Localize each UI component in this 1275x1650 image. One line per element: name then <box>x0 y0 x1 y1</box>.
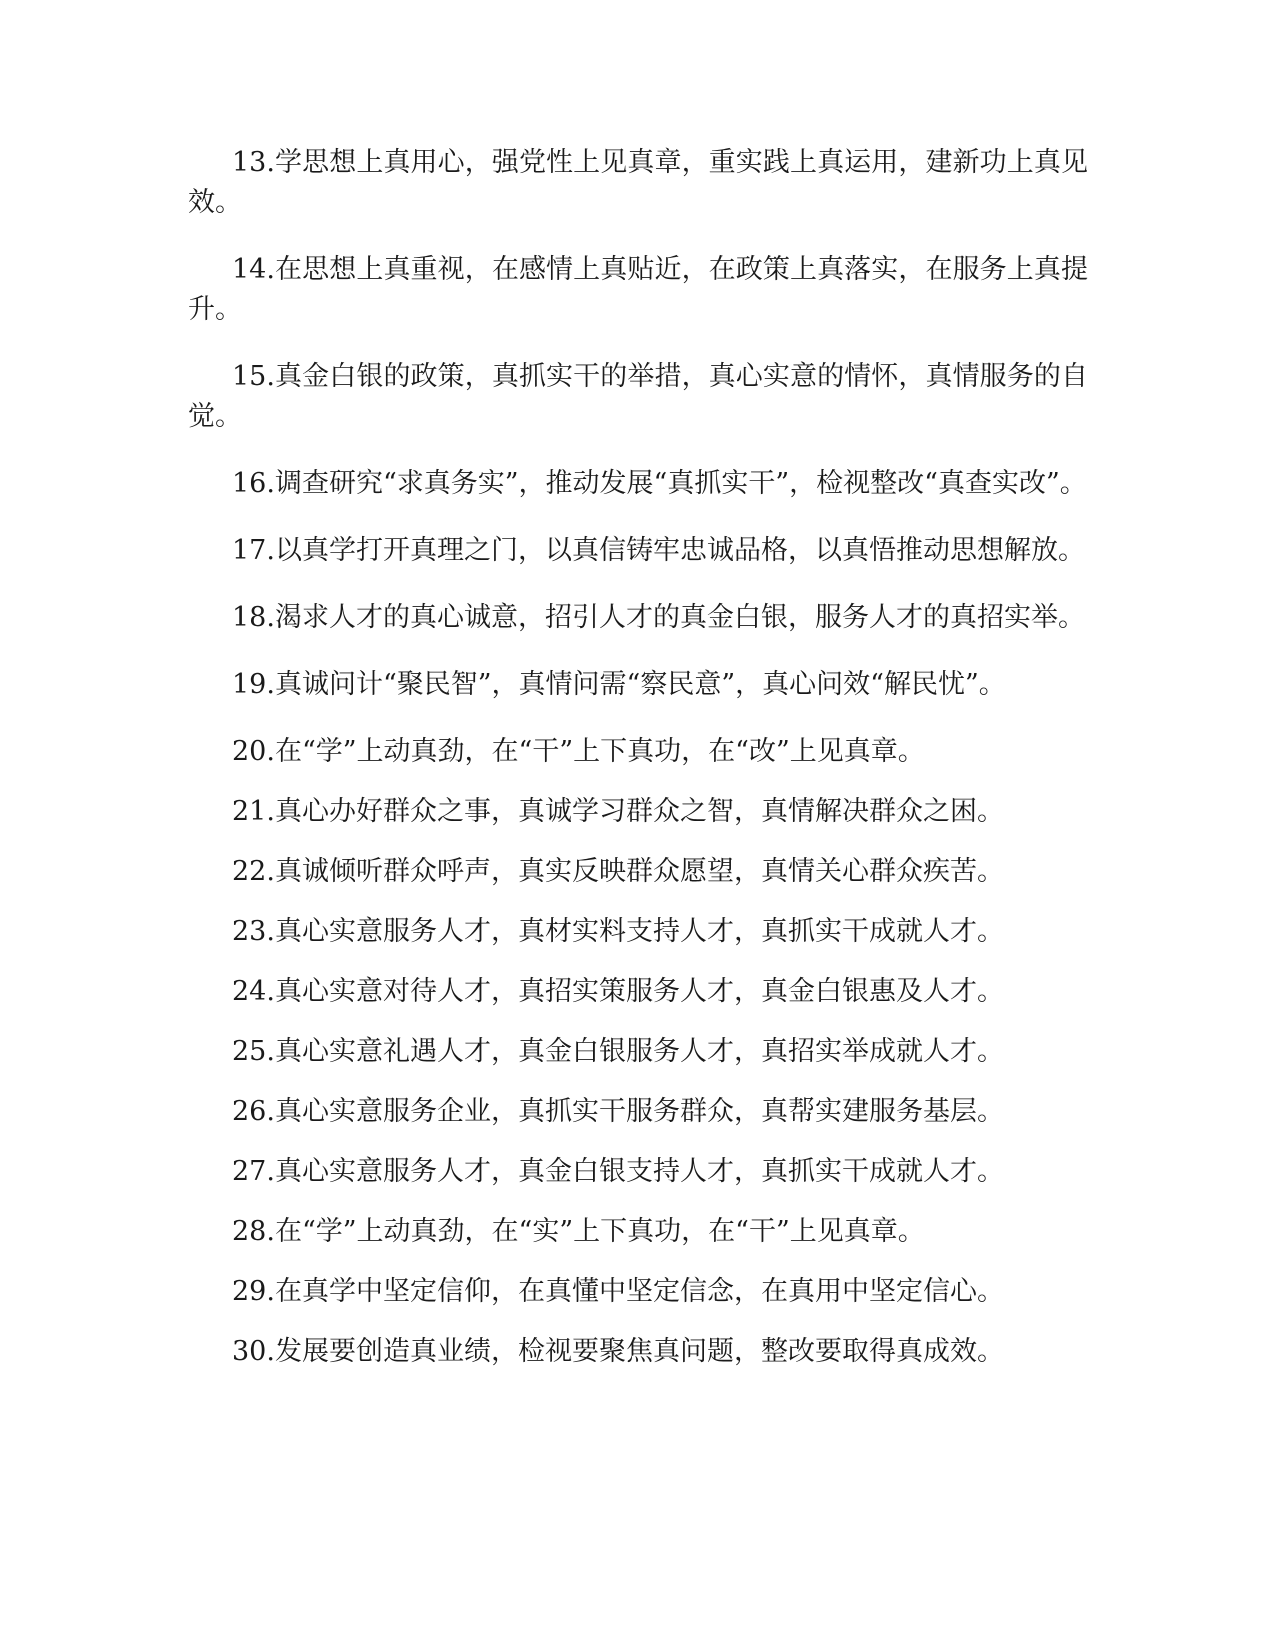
paragraph-23: 23.真心实意服务人才，真材实料支持人才，真抓实干成就人才。 <box>232 916 1004 947</box>
paragraph-26: 26.真心实意服务企业，真抓实干服务群众，真帮实建服务基层。 <box>232 1096 1004 1127</box>
paragraph-30: 30.发展要创造真业绩，检视要聚焦真问题，整改要取得真成效。 <box>232 1336 1004 1367</box>
paragraph-25: 25.真心实意礼遇人才，真金白银服务人才，真招实举成就人才。 <box>232 1036 1004 1067</box>
paragraph-29: 29.在真学中坚定信仰，在真懂中坚定信念，在真用中坚定信心。 <box>232 1276 1004 1307</box>
paragraph-14: 14.在思想上真重视，在感情上真贴近，在政策上真落实，在服务上真提升。 <box>188 254 1088 325</box>
paragraph-15: 15.真金白银的政策，真抓实干的举措，真心实意的情怀，真情服务的自觉。 <box>188 361 1088 432</box>
paragraph-24: 24.真心实意对待人才，真招实策服务人才，真金白银惠及人才。 <box>232 976 1004 1007</box>
document-body <box>188 143 1088 1392</box>
paragraph-20: 20.在“学”上动真劲，在“干”上下真功，在“改”上见真章。 <box>232 736 925 767</box>
paragraph-27: 27.真心实意服务人才，真金白银支持人才，真抓实干成就人才。 <box>232 1156 1004 1187</box>
paragraph-13: 13.学思想上真用心，强党性上见真章，重实践上真运用，建新功上真见效。 <box>188 147 1088 218</box>
paragraph-16: 16.调查研究“求真务实”，推动发展“真抓实干”，检视整改“真查实改”。 <box>232 468 1087 499</box>
paragraph-18: 18.渴求人才的真心诚意，招引人才的真金白银，服务人才的真招实举。 <box>232 602 1085 633</box>
paragraph-22: 22.真诚倾听群众呼声，真实反映群众愿望，真情关心群众疾苦。 <box>232 856 1004 887</box>
paragraph-19: 19.真诚问计“聚民智”，真情问需“察民意”，真心问效“解民忧”。 <box>232 669 1006 700</box>
paragraph-28: 28.在“学”上动真劲，在“实”上下真功，在“干”上见真章。 <box>232 1216 925 1247</box>
paragraph-17: 17.以真学打开真理之门，以真信铸牢忠诚品格，以真悟推动思想解放。 <box>232 535 1085 566</box>
paragraph-21: 21.真心办好群众之事，真诚学习群众之智，真情解决群众之困。 <box>232 796 1004 827</box>
